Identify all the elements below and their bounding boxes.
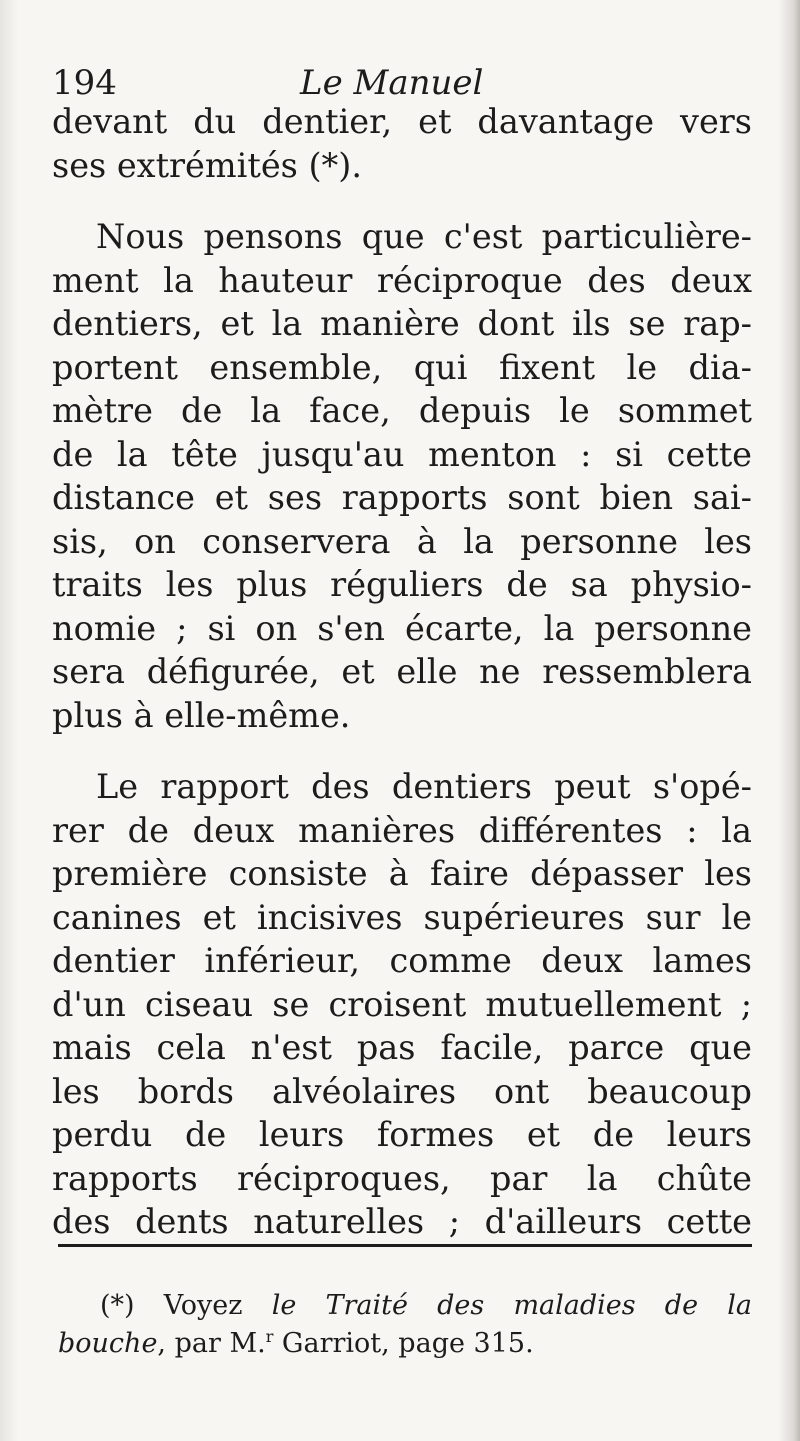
- text-line: plus à elle-même.: [52, 695, 351, 735]
- running-title: Le Manuel: [300, 63, 484, 103]
- footnote-reference: Garriot, page 315.: [273, 1328, 534, 1359]
- text-line: des dents naturelles ; d'ailleurs cette: [52, 1202, 752, 1241]
- body-text: [52, 100, 752, 1244]
- footnote-by: , par M.: [157, 1328, 266, 1359]
- footnote-mark: (*): [100, 1290, 135, 1321]
- page-edge-shadow: [778, 0, 800, 1441]
- text-line: Le rapport des dentiers peut s'opé-: [96, 767, 752, 806]
- text-line: première consiste à faire dépasser les: [52, 854, 752, 893]
- text-line: rapports réciproques, par la chûte: [52, 1158, 752, 1198]
- text-line: mais cela n'est pas facile, parce que: [52, 1028, 752, 1067]
- footnote-line-2: [58, 1325, 752, 1363]
- footnote-line-1: [58, 1287, 752, 1325]
- text-line: sis, on conservera à la personne les: [52, 521, 752, 561]
- text-line: nomie ; si on s'en écarte, la personne: [52, 608, 752, 648]
- footnote: [58, 1287, 752, 1363]
- footnote-superscript: r: [265, 1327, 274, 1346]
- text-line: ses extrémités (*).: [52, 145, 363, 185]
- text-line: Nous pensons que c'est particulière-: [96, 217, 752, 256]
- text-line: distance et ses rapports sont bien sai-: [52, 478, 752, 517]
- text-line: de la tête jusqu'au menton : si cette: [52, 434, 752, 474]
- footnote-rule: [58, 1244, 752, 1247]
- text-line: traits les plus réguliers de sa physio-: [52, 565, 752, 604]
- text-line: sera défigurée, et elle ne ressemblera: [52, 652, 752, 691]
- text-line: dentier inférieur, comme deux lames: [52, 941, 752, 980]
- text-line: canines et incisives supérieures sur le: [52, 897, 752, 937]
- text-line: rer de deux manières différentes : la: [52, 810, 752, 850]
- text-line: dentiers, et la manière dont ils se rap-: [52, 304, 752, 343]
- text-line: portent ensemble, qui fixent le dia-: [52, 347, 752, 387]
- footnote-title-end: bouche: [58, 1328, 158, 1359]
- footnote-prefix: Voyez: [163, 1290, 243, 1321]
- paragraph-1: [52, 100, 752, 187]
- text-line: d'un ciseau se croisent mutuellement ;: [52, 984, 752, 1024]
- page-gutter-shadow: [0, 0, 18, 1441]
- text-line: les bords alvéolaires ont beaucoup: [52, 1071, 752, 1111]
- text-line: ment la hauteur réciproque des deux: [52, 260, 752, 300]
- footnote-title: le Traité des maladies de la: [271, 1290, 752, 1321]
- paragraph-3: [52, 765, 752, 1244]
- page-number: 194: [52, 63, 117, 103]
- text-line: perdu de leurs formes et de leurs: [52, 1115, 752, 1154]
- text-line: mètre de la face, depuis le sommet: [52, 391, 752, 430]
- text-line: devant du dentier, et davantage vers: [52, 102, 752, 141]
- paragraph-2: [52, 215, 752, 737]
